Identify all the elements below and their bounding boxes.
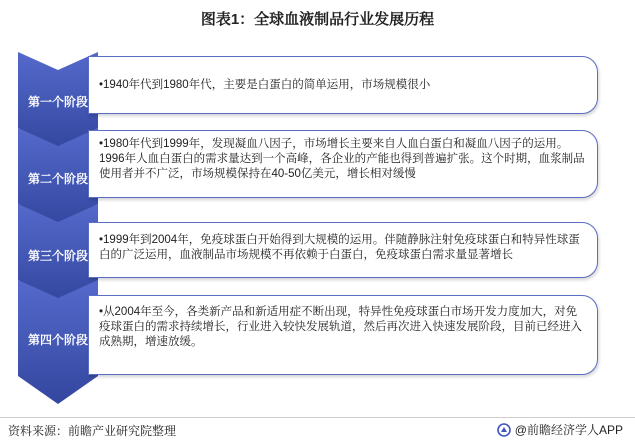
footer-divider (0, 417, 635, 418)
brand-logo-icon (497, 423, 511, 437)
stage-1-box (88, 56, 598, 114)
stage-3-box (88, 222, 598, 278)
stage-2-text: •1980年代到1999年，发现凝血八因子，市场增长主要来自人血白蛋白和凝血八因子的运用。1996年人血白蛋白的需求量达到一个高峰，各企业的产能也得到普遍扩张。这个时期，血浆制品使用者并不广泛，市场规模保持在40-50亿美元，增长相对缓慢 (99, 138, 585, 180)
brand-mark (497, 421, 623, 438)
stage-1-label: 第一个阶段 (27, 95, 88, 109)
stage-3-label: 第三个阶段 (27, 249, 88, 263)
stage-2-box (88, 130, 598, 198)
stage-1-text: •1940年代到1980年代，主要是白蛋白的简单运用，市场规模很小 (99, 79, 431, 91)
source-note: 资料来源：前瞻产业研究院整理 (8, 424, 177, 438)
stage-3-text: •1999年到2004年，免疫球蛋白开始得到大规模的运用。伴随静脉注射免疫球蛋白和特异性球蛋白的广泛运用，血液制品市场规模不再依赖于白蛋白，免疫球蛋白需求量显著增长 (99, 234, 580, 261)
stage-4-text: •从2004年至今，各类新产品和新适用症不断出现，特异性免疫球蛋白市场开发力度加大，对免疫球蛋白的需求持续增长，行业进入较快发展轨道，然后再次进入快速发展阶段，目前已经进入成熟期，增速放缓。 (99, 306, 582, 348)
brand-text: @前瞻经济学人APP (514, 423, 623, 437)
stage-4-label: 第四个阶段 (27, 333, 88, 347)
stage-4-box (88, 295, 598, 375)
stage-2-label: 第二个阶段 (27, 172, 88, 186)
chart-title: 图表1：全球血液制品行业发展历程 (200, 11, 435, 28)
